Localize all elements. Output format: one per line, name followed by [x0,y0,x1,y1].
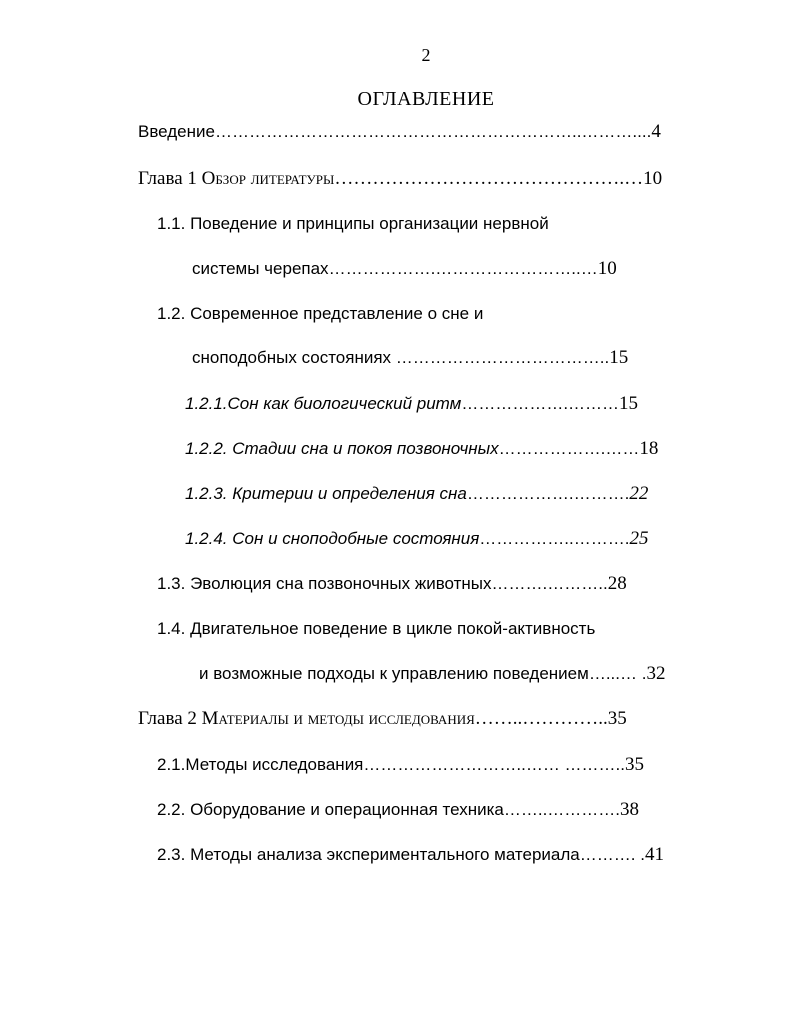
toc-entry-title: 2.1.Методы исследования [157,755,364,774]
toc-page-number: 4 [651,121,661,142]
toc-leader-dots: ………………………………………………………..……….... [214,122,652,141]
toc-entry-1-1-line2 [192,257,617,281]
toc-entry-1-2-4 [185,527,648,551]
toc-entry-title: Обзор литературы [201,168,335,189]
toc-page-number: 15 [609,347,629,368]
toc-leader-dots: ……..………….. [474,708,608,729]
toc-leader-dots: ……………….……… [461,394,620,413]
toc-page-number: 25 [629,528,649,549]
toc-entry-1-2-line1 [157,302,483,326]
toc-page-number: 10 [643,168,663,189]
toc-entry-1-3 [157,572,627,596]
toc-entry-title: Материалы и методы исследования [201,708,475,729]
toc-entry-title: 2.2. Оборудование и операционная техника [157,800,504,819]
toc-page-number: 32 [646,663,666,684]
toc-leader-dots: …...… . [588,664,647,683]
toc-page-number: 15 [619,393,639,414]
toc-page-number: 35 [625,754,645,775]
toc-entry-chapter-2 [138,707,627,731]
toc-entry-1-2-2 [185,437,658,461]
toc-leader-dots: ……………….………. [466,484,630,503]
toc-leader-dots: ……………….…… [498,439,640,458]
toc-entry-1-2-3 [185,482,648,506]
toc-leader-dots: ……..…………. [503,800,621,819]
toc-leader-dots: ……….……….. [491,574,608,593]
toc-entry-title: 2.3. Методы анализа экспериментального материала [157,845,580,864]
toc-entry-title: 1.2.2. Стадии сна и покоя позвоночных [185,439,499,458]
toc-entry-title: 1.4. Двигательное поведение в цикле покой-активность [157,619,596,638]
toc-entry-introduction [138,120,661,144]
toc-chapter-prefix: Глава 2 [138,708,202,729]
toc-entry-1-4-line2 [199,662,665,686]
toc-entry-title-continued: и возможные подходы к управлению поведением [199,664,589,683]
toc-page-number: 38 [620,799,640,820]
toc-entry-title: Введение [138,122,215,141]
toc-heading: ОГЛАВЛЕНИЕ [357,88,495,110]
toc-leader-dots: ……………………………………….… [334,168,644,189]
toc-entry-1-1-line1 [157,212,549,236]
toc-entry-2-3 [157,843,664,867]
toc-leader-dots: ……………..………. [479,529,630,548]
toc-entry-title-continued: сноподобных состояниях [192,348,392,367]
toc-page-number: 28 [607,573,627,594]
toc-entry-title: 1.1. Поведение и принципы организации нервной [157,214,549,233]
toc-entry-1-2-line2 [192,346,628,370]
toc-page-number: 18 [639,438,659,459]
toc-leader-dots: ………. . [579,845,645,864]
toc-entry-title: 1.2.4. Сон и сноподобные состояния [185,529,480,548]
toc-entry-title: 1.2. Современное представление о сне и [157,304,484,323]
toc-entry-title: 1.2.3. Критерии и определения сна [185,484,467,503]
page-number: 2 [421,45,431,65]
toc-page-number: 41 [644,844,664,865]
toc-entry-chapter-1 [138,167,662,191]
toc-entry-title-continued: системы черепах [192,259,329,278]
toc-chapter-prefix: Глава 1 [138,168,202,189]
toc-leader-dots: ……………………………….. [391,348,610,367]
toc-entry-1-2-1 [185,392,638,416]
toc-entry-2-2 [157,798,639,822]
toc-page-number: 10 [597,258,617,279]
toc-entry-2-1 [157,753,644,777]
toc-leader-dots: ………………………..…… ……….. [363,755,626,774]
toc-entry-title: 1.2.1.Сон как биологический ритм [185,394,462,413]
toc-page-number: 35 [607,708,627,729]
toc-leader-dots: ……………….……………………..… [328,259,598,278]
toc-entry-1-4-line1 [157,617,595,641]
toc-page-number: 22 [629,483,649,504]
toc-entry-title: 1.3. Эволюция сна позвоночных животных [157,574,492,593]
